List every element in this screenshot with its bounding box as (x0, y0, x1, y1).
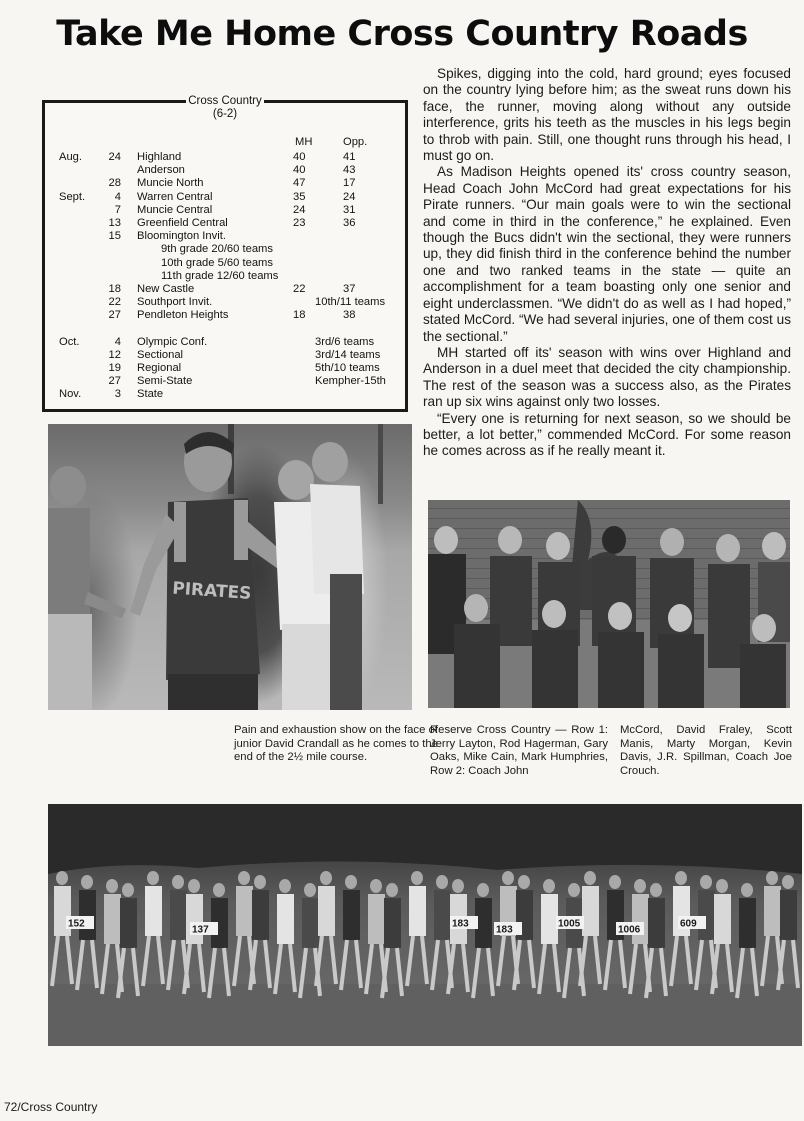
schedule-row (45, 336, 405, 349)
runner-head (675, 871, 687, 885)
schedule-event: Pendleton Heights (137, 309, 229, 322)
schedule-event: 9th grade 20/60 teams (161, 243, 273, 256)
runner-caption: Pain and exhaustion show on the face of junior David Crandall as he comes to the end of the 2½ mile course. (234, 724, 438, 764)
runner-body (698, 890, 715, 940)
schedule-row (45, 243, 405, 256)
runner-head (411, 871, 423, 885)
schedule-month: Oct. (59, 335, 80, 348)
schedule-event: Olympic Conf. (137, 335, 208, 348)
schedule-day: 12 (108, 348, 121, 361)
article-paragraph: “Every one is returning for next season, so we should be better, a lot better,” commended McCord. For some reason he comes across as if he really meant it. (423, 410, 791, 459)
article-paragraph: As Madison Heights opened its' cross country season, Head Coach John McCord had great expectations for his Pirate runners. “Our main goals were to win the sectional and come in third in the conference,” he explained. Even though the Bucs didn't win the sectional, they were runners up, they did finish third in the conference behind the number one and two ranked teams in the state — quite an accomplishment for a team boasting only one senior and eight underclassmen. “We didn't do as well as I had hoped,” stated McCord. “We had several injuries, one of them cost us the sectional.” (423, 164, 791, 344)
runner-body (277, 894, 294, 944)
schedule-month: Nov. (59, 388, 82, 401)
runner-head (122, 883, 134, 897)
col-header-mh: MH (295, 136, 313, 148)
race-bib-number: 152 (68, 918, 85, 930)
schedule-event: Muncie North (137, 177, 204, 190)
runner-head (716, 879, 728, 893)
runner-body (236, 886, 253, 936)
schedule-opp-score: 31 (343, 203, 356, 216)
schedule-event: Greenfield Central (137, 217, 228, 229)
runner-head (320, 871, 332, 885)
schedule-month: Sept. (59, 190, 86, 203)
runner-head (386, 883, 398, 897)
article-paragraph: Spikes, digging into the cold, hard ground; eyes focused on the country lying before him; as the sweat runs down his face, the runner, moving along without any outside interference, grits his teeth as the muscles in his legs begin to throb with pain. Still, one thought runs through his head, I must go on. (423, 66, 791, 164)
runner-head (477, 883, 489, 897)
schedule-day: 3 (114, 388, 121, 401)
schedule-event: Regional (137, 362, 182, 374)
schedule-day: 15 (108, 230, 121, 243)
race-bib-number: 137 (192, 924, 209, 936)
runner-jersey-text: PIRATES (171, 578, 252, 604)
schedule-row (45, 296, 405, 309)
schedule-event: Highland (137, 151, 182, 163)
runner-legs (605, 940, 625, 990)
runner-body (764, 886, 781, 936)
runner-body (368, 894, 385, 944)
schedule-row (45, 151, 405, 164)
runner-head (543, 879, 555, 893)
runner-body (582, 886, 599, 936)
runner-head (172, 875, 184, 889)
schedule-event: 11th grade 12/60 teams (161, 269, 279, 282)
runner-legs (341, 940, 361, 990)
runner-photo (48, 424, 412, 710)
runner-head (56, 871, 68, 885)
schedule-day: 7 (114, 203, 121, 216)
runner-photo-art (48, 424, 412, 710)
schedule-row (45, 217, 405, 230)
schedule-event: State (137, 388, 164, 401)
runner-legs (52, 936, 72, 986)
schedule-result: 3rd/6 teams (315, 335, 375, 348)
race-photo-art (48, 804, 802, 1046)
schedule-day: 28 (108, 177, 121, 190)
runner-head (436, 875, 448, 889)
runner-head (609, 875, 621, 889)
runner-head (213, 883, 225, 897)
schedule-opp-score: 41 (343, 151, 356, 163)
schedule-row (45, 230, 405, 243)
page-folio: 72/Cross Country (4, 1100, 98, 1114)
runner-head (766, 871, 778, 885)
schedule-row (45, 270, 405, 283)
schedule-day: 27 (108, 309, 121, 322)
schedule-heading (45, 95, 405, 121)
schedule-event: Southport Invit. (137, 296, 213, 309)
schedule-result: 5th/10 teams (315, 362, 380, 374)
schedule-opp-score: 17 (343, 177, 356, 190)
schedule-record: (6-2) (212, 108, 238, 120)
article-body (423, 66, 791, 460)
runner-body (186, 894, 203, 944)
schedule-opp-score: 24 (343, 190, 356, 203)
schedule-event: Sectional (137, 348, 184, 361)
runner-head (782, 875, 794, 889)
runner-body (343, 890, 360, 940)
schedule-mh-score: 18 (293, 309, 306, 322)
runner-head (147, 871, 159, 885)
schedule-row (45, 349, 405, 362)
schedule-row (45, 362, 405, 375)
team-caption-col2: McCord, David Fraley, Scott Manis, Marty Morgan, Kevin Davis, J.R. Spillman, Coach Joe Crouch. (620, 724, 792, 777)
runner-body (79, 890, 96, 940)
runner-body (145, 886, 162, 936)
runner-body (252, 890, 269, 940)
schedule-day: 4 (114, 190, 121, 203)
runner-head (81, 875, 93, 889)
runner-head (304, 883, 316, 897)
schedule-row (45, 388, 405, 401)
schedule-result: 3rd/14 teams (315, 348, 381, 361)
runner-legs (671, 936, 691, 986)
schedule-mh-score: 40 (293, 151, 306, 163)
runner-body (434, 890, 451, 940)
schedule-result: 10th/11 teams (315, 296, 386, 309)
runner-head (741, 883, 753, 897)
schedule-row (45, 283, 405, 296)
runner-body (632, 894, 649, 944)
runner-head (188, 879, 200, 893)
schedule-mh-score: 47 (293, 177, 306, 190)
runner-legs (143, 936, 163, 986)
runner-body (318, 886, 335, 936)
schedule-event: Muncie Central (137, 203, 213, 216)
runner-body (409, 886, 426, 936)
schedule-title: Cross Country (188, 95, 262, 107)
schedule-day: 24 (108, 151, 121, 163)
schedule-row (45, 191, 405, 204)
runner-head (452, 879, 464, 893)
runner-body (739, 898, 756, 948)
runner-legs (407, 936, 427, 986)
runner-body (302, 898, 319, 948)
schedule-event: Bloomington Invit. (137, 230, 226, 243)
schedule-opp-score: 37 (343, 283, 356, 295)
runner-body (384, 898, 401, 948)
runner-head (650, 883, 662, 897)
schedule-row (45, 309, 405, 322)
runner-body (648, 898, 665, 948)
schedule-event: Anderson (137, 164, 185, 177)
schedule-event: Warren Central (137, 190, 213, 203)
runner-legs (77, 940, 97, 990)
runner-head (345, 875, 357, 889)
schedule-opp-score: 38 (343, 309, 356, 322)
article-paragraph: MH started off its' season with wins over Highland and Anderson in a duel meet that decided the city championship. The rest of the season was a success also, as the Pirates ran up six wins against only two losses. (423, 344, 791, 410)
runner-head (254, 875, 266, 889)
schedule-row (45, 164, 405, 177)
schedule-day: 19 (108, 362, 121, 374)
race-bib-number: 1005 (558, 918, 581, 930)
schedule-box (42, 95, 408, 412)
runner-head (568, 883, 580, 897)
schedule-event: 10th grade 5/60 teams (161, 256, 273, 269)
schedule-opp-score: 43 (343, 164, 356, 177)
schedule-mh-score: 23 (293, 217, 306, 229)
schedule-mh-score: 40 (293, 164, 306, 177)
runner-head (238, 871, 250, 885)
runner-head (700, 875, 712, 889)
schedule-month: Aug. (59, 151, 83, 163)
schedule-result: Kempher-15th (315, 375, 386, 388)
schedule-day: 13 (108, 217, 121, 229)
team-caption-col1: Reserve Cross Country — Row 1: Jerry Layton, Rod Hagerman, Gary Oaks, Mike Cain, Mark Humphries, Row 2: Coach John (430, 724, 608, 777)
race-bib-number: 183 (496, 924, 513, 936)
runner-body (714, 894, 731, 944)
page-title: Take Me Home Cross Country Roads (56, 14, 748, 54)
runner-body (780, 890, 797, 940)
race-bib-number: 609 (680, 918, 697, 930)
schedule-day: 22 (108, 296, 121, 309)
schedule-event: New Castle (137, 283, 195, 295)
schedule-day: 27 (108, 375, 121, 388)
schedule-row (45, 204, 405, 217)
runner-head (279, 879, 291, 893)
schedule-day: 4 (114, 335, 121, 348)
team-photo (428, 500, 790, 708)
race-bib-number: 1006 (618, 924, 641, 936)
schedule-mh-score: 24 (293, 203, 306, 216)
runners-crowd (52, 871, 798, 998)
runner-head (502, 871, 514, 885)
runner-head (518, 875, 530, 889)
race-photo (48, 804, 802, 1046)
runner-head (370, 879, 382, 893)
runner-head (106, 879, 118, 893)
runner-head (584, 871, 596, 885)
schedule-event: Semi-State (137, 375, 193, 388)
schedule-day: 18 (108, 283, 121, 295)
schedule-row (45, 375, 405, 388)
race-bib-number: 183 (452, 918, 469, 930)
runner-body (120, 898, 137, 948)
schedule-opp-score: 36 (343, 217, 356, 229)
team-photo-art (428, 500, 790, 708)
schedule-row (45, 257, 405, 270)
schedule-mh-score: 22 (293, 283, 306, 295)
runner-body (104, 894, 121, 944)
schedule-row (45, 177, 405, 190)
runner-head (634, 879, 646, 893)
runner-body (170, 890, 187, 940)
runner-body (541, 894, 558, 944)
schedule-mh-score: 35 (293, 190, 306, 203)
col-header-opp: Opp. (343, 136, 368, 148)
